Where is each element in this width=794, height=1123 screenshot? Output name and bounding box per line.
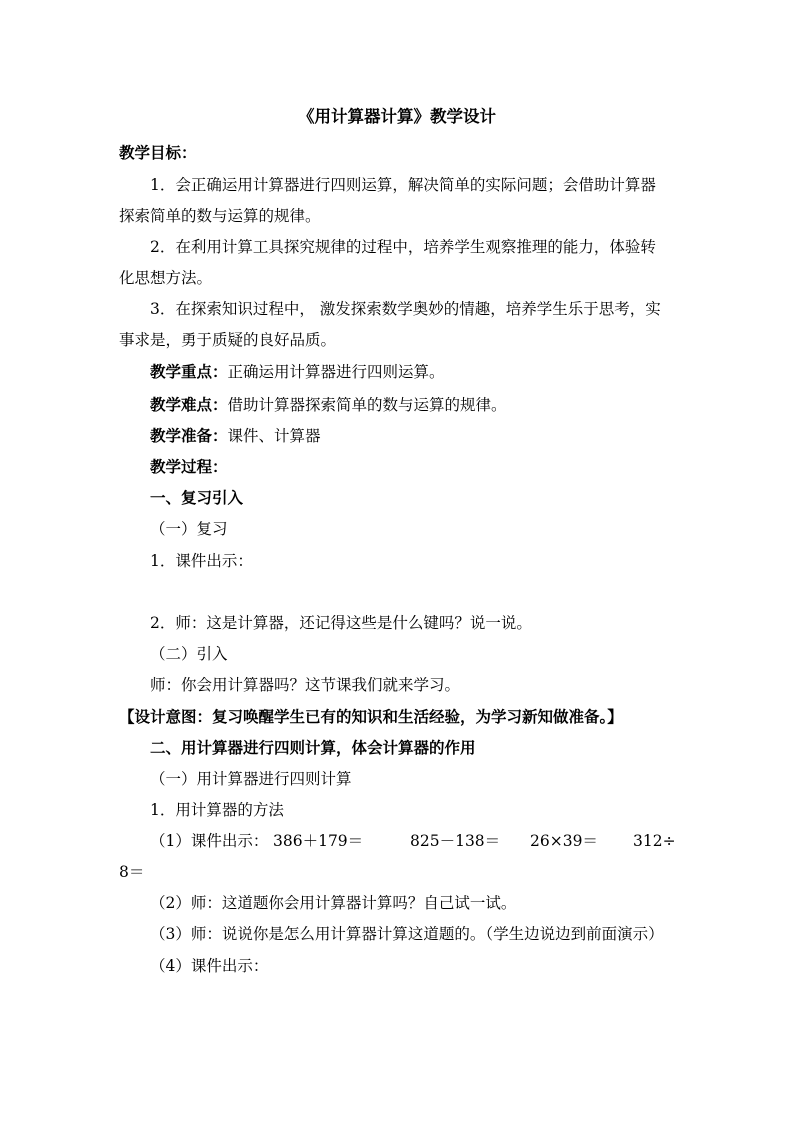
section1-sub1: （一）复习 — [150, 520, 228, 538]
process-heading: 教学过程： — [150, 457, 228, 476]
section2-heading: 二、用计算器进行四则计算，体会计算器的作用 — [150, 738, 476, 757]
goals-heading: 教学目标： — [119, 143, 197, 162]
difficulty-label: 教学难点： — [150, 395, 228, 414]
key-point-label: 教学重点： — [150, 362, 228, 381]
section1-item1: 1．课件出示： — [150, 552, 253, 570]
section2-item1: 1．用计算器的方法 — [150, 801, 284, 819]
design-intent: 【设计意图：复习唤醒学生已有的知识和生活经验，为学习新知做准备。】 — [119, 707, 623, 726]
step2: （2）师：这道题你会用计算器计算吗？自己试一试。 — [150, 894, 517, 912]
step1-label: （1）课件出示： — [150, 832, 269, 850]
section2-sub1: （一）用计算器进行四则计算 — [150, 770, 352, 788]
section1-teacher: 师：你会用计算器吗？这节课我们就来学习。 — [150, 676, 461, 694]
goal-3-line-1: 3．在探索知识过程中， 激发探索数学奥妙的情趣，培养学生乐于思考，实 — [150, 300, 661, 318]
goal-3-line-2: 事求是，勇于质疑的良好品质。 — [119, 331, 337, 349]
preparation-text: 课件、计算器 — [227, 427, 321, 445]
goal-2-line-2: 化思想方法。 — [119, 269, 213, 287]
section1-sub2: （二）引入 — [150, 645, 228, 663]
section1-heading: 一、复习引入 — [150, 488, 244, 507]
key-point-text: 正确运用计算器进行四则运算。 — [227, 363, 445, 381]
difficulty-text: 借助计算器探索简单的数与运算的规律。 — [227, 396, 507, 414]
step4: （4）课件出示： — [150, 957, 269, 975]
preparation-label: 教学准备： — [150, 426, 228, 445]
page-title: 《用计算器计算》教学设计 — [298, 107, 496, 126]
goal-1-line-1: 1．会正确运用计算器进行四则运算，解决简单的实际问题；会借助计算器 — [150, 176, 656, 194]
preparation — [150, 426, 321, 446]
expression-2: 825－138＝ — [410, 832, 501, 850]
goal-2-line-1: 2．在利用计算工具探究规律的过程中，培养学生观察推理的能力，体验转 — [150, 238, 656, 256]
expression-1: 386＋179＝ — [273, 832, 364, 850]
step3: （3）师：说说你是怎么用计算器计算这道题的。（学生边说边到前面演示） — [150, 925, 664, 943]
expression-3: 26×39＝ — [530, 832, 598, 850]
goal-1-line-2: 探索简单的数与运算的规律。 — [119, 207, 321, 225]
expression-4: 312÷ — [633, 832, 676, 850]
key-point — [150, 362, 445, 382]
difficulty — [150, 395, 507, 415]
section1-item2: 2．师：这是计算器，还记得这些是什么键吗？说一说。 — [150, 614, 532, 632]
expression-wrap: 8＝ — [119, 863, 145, 881]
